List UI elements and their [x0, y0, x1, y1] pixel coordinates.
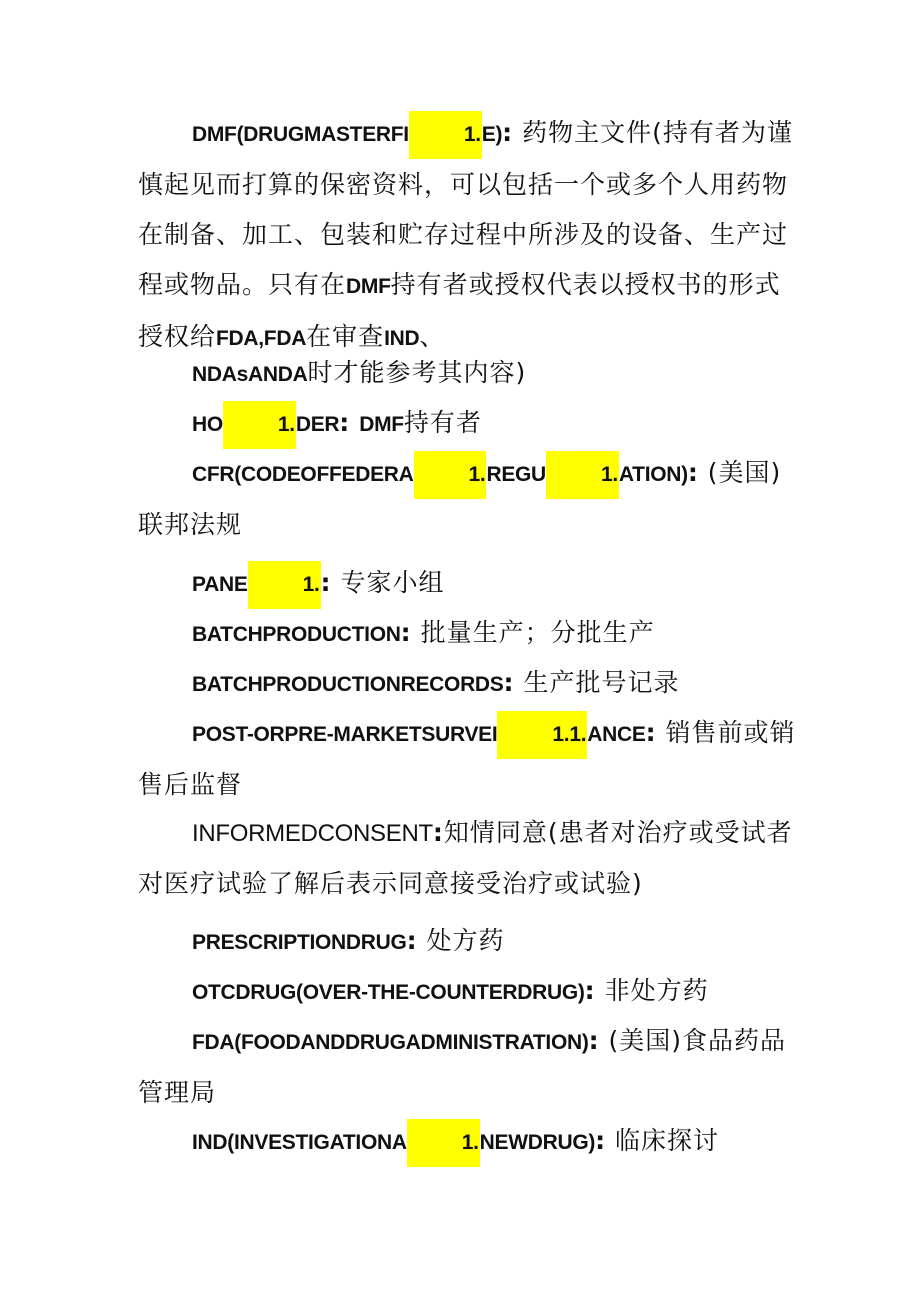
- glossary-entry-dmf: [138, 108, 798, 364]
- glossary-entry-cfr: [138, 448, 798, 550]
- definition-text: 生产批号记录: [523, 668, 680, 697]
- definition-text: 临床探讨: [615, 1126, 720, 1155]
- term-text: REGU: [486, 463, 546, 486]
- term-text: DER: [295, 413, 340, 436]
- separator: :: [645, 718, 657, 747]
- highlighted-text: 1.1.: [497, 711, 587, 759]
- glossary-entry-continuation: [138, 348, 798, 400]
- definition-text: 非处方药: [604, 976, 709, 1005]
- term-text: FDA(FOODANDDRUGADMINISTRATION): [192, 1031, 589, 1054]
- term-text: NDAsANDA: [192, 363, 308, 386]
- separator: :: [432, 818, 444, 847]
- separator: :: [406, 926, 418, 955]
- separator: :: [503, 668, 515, 697]
- term-text: DMF: [359, 413, 404, 436]
- term-text: HO: [192, 413, 223, 436]
- term-text: DMF(DRUGMASTERFI: [192, 123, 409, 146]
- definition-text: 持有者或授权代表以授权书的形式授权给: [138, 270, 781, 351]
- term-text: IND(INVESTIGATIONA: [192, 1131, 407, 1154]
- term-text: NEWDRUG): [479, 1131, 596, 1154]
- term-text: CFR(CODEOFFEDERA: [192, 463, 414, 486]
- highlighted-text: 1.: [407, 1119, 480, 1167]
- term-text: PANE: [192, 573, 248, 596]
- term-text: INFORMEDCONSENT: [192, 820, 433, 847]
- highlighted-text: 1.: [546, 451, 619, 499]
- highlighted-text: 1.: [414, 451, 487, 499]
- glossary-entry-batch-records: [138, 658, 798, 710]
- definition-text: 在审查: [306, 322, 385, 351]
- separator: :: [595, 1126, 607, 1155]
- separator: :: [687, 458, 699, 487]
- highlighted-text: 1.: [223, 401, 296, 449]
- glossary-entry-batch-production: [138, 608, 798, 660]
- term-text: BATCHPRODUCTIONRECORDS: [192, 673, 504, 696]
- definition-text: 知情同意(患者对治疗或受试者对医疗试验了解后表示同意接受治疗或试验): [138, 818, 793, 898]
- definition-text: 销售前或销售后监督: [138, 718, 796, 799]
- definition-text: (美国)食品药品管理局: [138, 1026, 787, 1107]
- separator: :: [339, 408, 351, 437]
- separator: :: [502, 118, 514, 147]
- glossary-entry-holder: [138, 398, 798, 450]
- definition-text: 处方药: [426, 926, 505, 955]
- term-text: OTCDRUG(OVER-THE-COUNTERDRUG): [192, 981, 585, 1004]
- term-text: ATION): [618, 463, 688, 486]
- highlighted-text: 1.: [248, 561, 321, 609]
- term-text: FDA,FDA: [216, 327, 307, 350]
- glossary-entry-ind: [138, 1116, 798, 1168]
- term-text: ANCE: [587, 723, 646, 746]
- term-text: BATCHPRODUCTION: [192, 623, 401, 646]
- glossary-entry-prescription-drug: [138, 916, 798, 968]
- definition-text: 持有者: [403, 408, 482, 437]
- definition-text: 批量生产；分批生产: [420, 618, 655, 647]
- separator: :: [400, 618, 412, 647]
- separator: :: [320, 568, 332, 597]
- glossary-entry-surveillance: [138, 708, 798, 810]
- term-text: POST-ORPRE-MARKETSURVEI: [192, 723, 498, 746]
- definition-text: 时才能参考其内容): [307, 358, 527, 387]
- term-text: IND: [384, 327, 420, 350]
- definition-text: 专家小组: [340, 568, 445, 597]
- separator: :: [584, 976, 596, 1005]
- separator: :: [588, 1026, 600, 1055]
- term-text: DMF: [346, 275, 391, 298]
- glossary-entry-otc-drug: [138, 966, 798, 1018]
- glossary-entry-fda: [138, 1016, 798, 1118]
- glossary-entry-informed-consent: [138, 808, 798, 909]
- definition-text: 药物主文件(持有者为谨慎起见而打算的保密资料，可以包括一个或多个人用药物在制备、加工、包装和贮存过程中所涉及的设备、生产过程或物品。只有在: [138, 118, 793, 299]
- definition-text: (美国)联邦法规: [138, 458, 782, 539]
- term-text: PRESCRIPTIONDRUG: [192, 931, 407, 954]
- glossary-entry-panel: [138, 558, 798, 610]
- highlighted-text: 1.: [409, 111, 482, 159]
- definition-text: 、: [419, 322, 446, 351]
- term-text: E): [481, 123, 503, 146]
